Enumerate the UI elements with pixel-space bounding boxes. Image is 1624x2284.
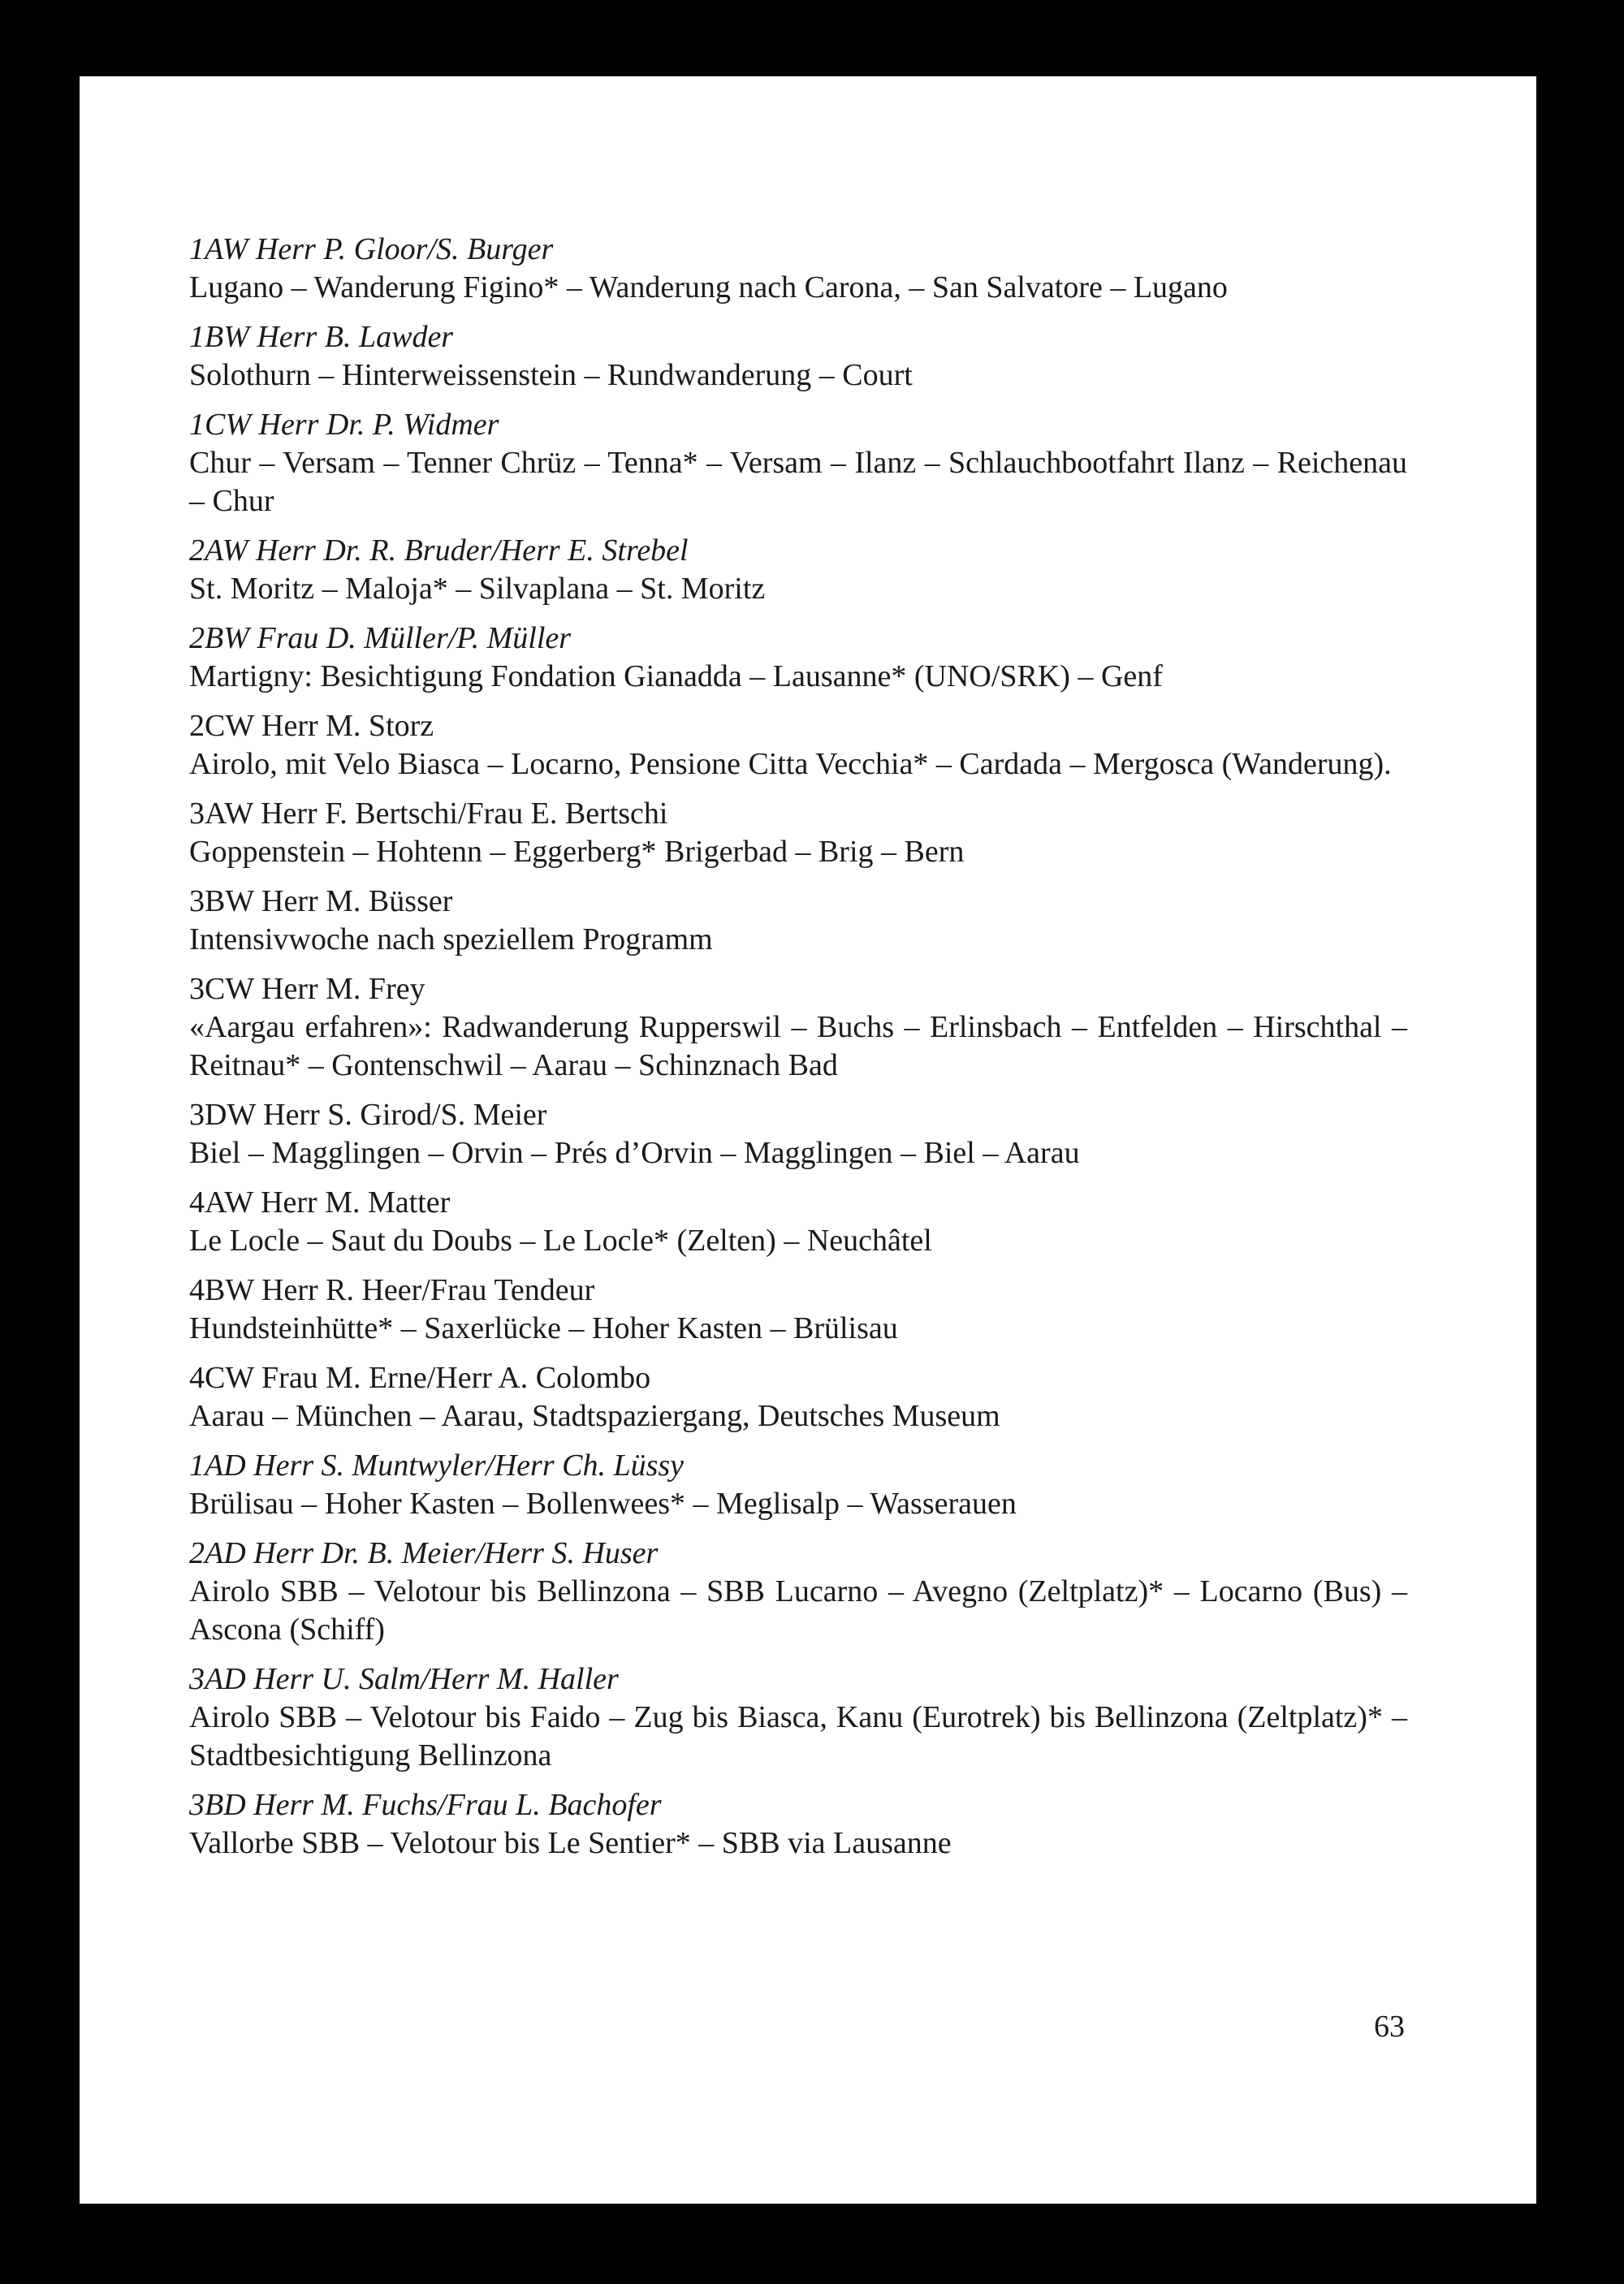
- entry-heading: 2AW Herr Dr. R. Bruder/Herr E. Strebel: [189, 533, 689, 568]
- entry-route: Le Locle – Saut du Doubs – Le Locle* (Zelten) – Neuchâtel: [189, 1224, 932, 1258]
- entry-route: Aarau – München – Aarau, Stadtspaziergang, Deutsches Museum: [189, 1399, 1000, 1433]
- list-item: [189, 883, 1407, 959]
- entry-route: Intensivwoche nach speziellem Programm: [189, 922, 713, 956]
- list-item: [189, 970, 1407, 1085]
- list-item: [189, 1786, 1407, 1863]
- entry-route: Chur – Versam – Tenner Chrüz – Tenna* – Versam – Ilanz – Schlauchbootfahrt Ilanz – Reichenau – Chur: [189, 446, 1407, 518]
- list-item: [189, 620, 1407, 696]
- list-item: [189, 231, 1407, 307]
- entry-heading: 2AD Herr Dr. B. Meier/Herr S. Huser: [189, 1536, 659, 1570]
- entry-heading: 3AW Herr F. Bertschi/Frau E. Bertschi: [189, 797, 668, 831]
- entry-heading: 4AW Herr M. Matter: [189, 1185, 451, 1220]
- entry-route: Airolo SBB – Velotour bis Bellinzona – SBB Lucarno – Avegno (Zeltplatz)* – Locarno (Bus) – Ascona (Schiff): [189, 1574, 1407, 1647]
- entry-heading: 1BW Herr B. Lawder: [189, 320, 454, 354]
- list-item: [189, 318, 1407, 395]
- entry-route: Martigny: Besichtigung Fondation Gianadda – Lausanne* (UNO/SRK) – Genf: [189, 659, 1163, 693]
- entry-route: «Aargau erfahren»: Radwanderung Rupperswil – Buchs – Erlinsbach – Entfelden – Hirschthal – Reitnau* – Gontenschwil – Aarau – Schinznach Bad: [189, 1010, 1407, 1082]
- entry-heading: 4BW Herr R. Heer/Frau Tendeur: [189, 1273, 595, 1307]
- entry-heading: 1AD Herr S. Muntwyler/Herr Ch. Lüssy: [189, 1449, 685, 1483]
- list-item: [189, 707, 1407, 784]
- list-item: [189, 1447, 1407, 1523]
- entry-heading: 3BW Herr M. Büsser: [189, 884, 453, 918]
- entry-heading: 3BD Herr M. Fuchs/Frau L. Bachofer: [189, 1788, 662, 1822]
- entry-heading: 4CW Frau M. Erne/Herr A. Colombo: [189, 1361, 651, 1395]
- document-page: [80, 76, 1536, 2204]
- entry-route: St. Moritz – Maloja* – Silvaplana – St. Moritz: [189, 572, 766, 606]
- entry-heading: 2BW Frau D. Müller/P. Müller: [189, 621, 572, 655]
- list-item: [189, 532, 1407, 608]
- entry-route: Lugano – Wanderung Figino* – Wanderung nach Carona, – San Salvatore – Lugano: [189, 270, 1228, 304]
- entry-route: Airolo SBB – Velotour bis Faido – Zug bis Biasca, Kanu (Eurotrek) bis Bellinzona (Zeltplatz)* – Stadtbesichtigung Bellinzona: [189, 1700, 1407, 1772]
- entry-route: Hundsteinhütte* – Saxerlücke – Hoher Kasten – Brülisau: [189, 1311, 898, 1345]
- entry-heading: 1AW Herr P. Gloor/S. Burger: [189, 232, 554, 266]
- entry-route: Brülisau – Hoher Kasten – Bollenwees* – Meglisalp – Wasserauen: [189, 1487, 1017, 1521]
- entry-heading: 3CW Herr M. Frey: [189, 972, 425, 1006]
- entry-heading: 3DW Herr S. Girod/S. Meier: [189, 1098, 547, 1132]
- list-item: [189, 1660, 1407, 1775]
- entry-route: Vallorbe SBB – Velotour bis Le Sentier* – SBB via Lausanne: [189, 1826, 952, 1860]
- list-item: [189, 1184, 1407, 1260]
- list-item: [189, 406, 1407, 520]
- entry-heading: 1CW Herr Dr. P. Widmer: [189, 408, 499, 442]
- entry-heading: 2CW Herr M. Storz: [189, 709, 434, 743]
- list-item: [189, 795, 1407, 871]
- entry-route: Goppenstein – Hohtenn – Eggerberg* Brigerbad – Brig – Bern: [189, 835, 965, 869]
- list-item: [189, 1272, 1407, 1348]
- list-item: [189, 1096, 1407, 1172]
- entry-list: [189, 231, 1407, 1874]
- list-item: [189, 1359, 1407, 1436]
- entry-route: Airolo, mit Velo Biasca – Locarno, Pensione Citta Vecchia* – Cardada – Mergosca (Wanderung).: [189, 747, 1392, 781]
- list-item: [189, 1535, 1407, 1649]
- entry-heading: 3AD Herr U. Salm/Herr M. Haller: [189, 1662, 619, 1696]
- entry-route: Solothurn – Hinterweissenstein – Rundwanderung – Court: [189, 358, 913, 392]
- entry-route: Biel – Magglingen – Orvin – Prés d’Orvin – Magglingen – Biel – Aarau: [189, 1136, 1080, 1170]
- page-number: 63: [1374, 2010, 1405, 2044]
